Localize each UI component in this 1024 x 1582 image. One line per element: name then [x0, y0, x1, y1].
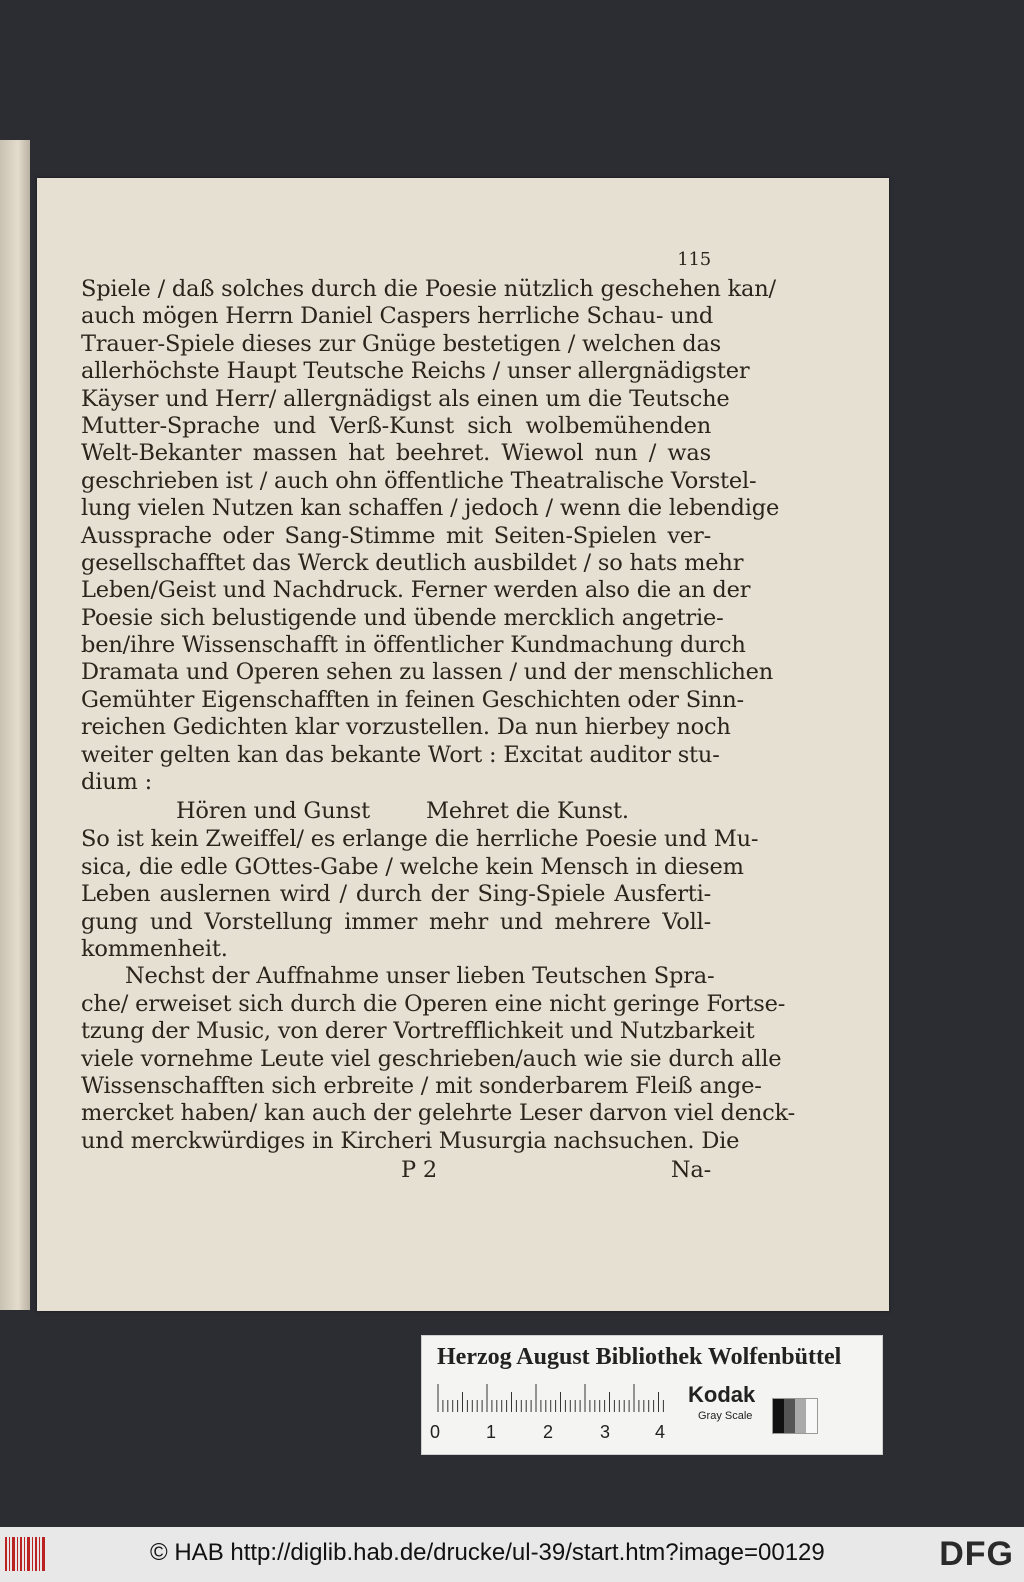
- paragraph-2: [81, 826, 759, 936]
- page-text: [81, 249, 795, 1185]
- text-line: tzung der Music, von derer Vortrefflichkeit und Nutzbarkeit: [81, 1018, 755, 1045]
- gray-scale-label: Gray Scale: [698, 1410, 753, 1422]
- color-target-card: [421, 1335, 883, 1455]
- ruler-number: 1: [486, 1422, 497, 1442]
- text-line: Poesie sich belustigende und übende mercklich angetrie-: [81, 604, 724, 631]
- paragraph-3: [81, 990, 795, 1155]
- library-name: Herzog August Bibliothek Wolfenbüttel: [437, 1344, 842, 1370]
- text-line: Gemühter Eigenschafften in feinen Geschichten oder Sinn-: [81, 686, 744, 713]
- ruler-number: 2: [543, 1422, 554, 1442]
- page-number: 115: [677, 249, 711, 270]
- paragraph-3-first-line: Nechst der Auffnahme unser lieben Teutschen Spra-: [125, 963, 715, 990]
- text-line: geschrieben ist / auch ohn öffentliche Theatralische Vorstel-: [81, 467, 757, 494]
- dfg-logo: DFG: [939, 1535, 1014, 1573]
- text-line: ben/ihre Wissenschafft in öffentlicher Kundmachung durch: [81, 632, 746, 659]
- text-line: dium :: [81, 769, 152, 796]
- text-line: sica, die edle GOttes-Gabe / welche kein Mensch in diesem: [81, 853, 744, 880]
- verse-line: [81, 796, 711, 826]
- text-line: viele vornehme Leute viel geschrieben/auch wie sie durch alle: [81, 1045, 782, 1072]
- paragraph-1: [81, 276, 780, 769]
- ruler-number: 0: [430, 1422, 441, 1442]
- gray-scale-swatch: [772, 1398, 818, 1434]
- text-line: Dramata und Operen sehen zu lassen / und der menschlichen: [81, 659, 774, 686]
- ruler-scale: [434, 1382, 674, 1412]
- text-line: allerhöchste Haupt Teutsche Reichs / unser allergnädigster: [81, 358, 750, 385]
- text-line: mercket haben/ kan auch der gelehrte Leser darvon viel denck-: [81, 1100, 795, 1127]
- text-line: Käyser und Herr/ allergnädigst als einen um die Teutsche: [81, 385, 730, 412]
- footer-bar: [0, 1527, 1024, 1582]
- text-line: Leben/Geist und Nachdruck. Ferner werden also die an der: [81, 577, 751, 604]
- ruler-number: 4: [655, 1422, 666, 1442]
- text-line: Wissenschafften sich erbreite / mit sonderbarem Fleiß ange-: [81, 1072, 762, 1099]
- signature-mark: P 2: [401, 1157, 438, 1184]
- text-line: auch mögen Herrn Daniel Caspers herrliche Schau- und: [81, 303, 714, 330]
- text-line: lung vielen Nutzen kan schaffen / jedoch / wenn die lebendige: [81, 495, 780, 522]
- text-line: weiter gelten kan das bekante Wort : Excitat auditor stu-: [81, 741, 720, 768]
- text-line: Spiele / daß solches durch die Poesie nützlich geschehen kan/: [81, 276, 776, 302]
- kodak-logo: Kodak: [688, 1382, 756, 1407]
- text-line: Leben auslernen wird / durch der Sing-Spiele Ausferti-: [81, 881, 711, 908]
- text-line: Mutter-Sprache und Verß-Kunst sich wolbemühenden: [81, 412, 711, 439]
- text-line: gung und Vorstellung immer mehr und mehrere Voll-: [81, 908, 711, 935]
- ruler-number: 3: [600, 1422, 611, 1442]
- page-footer: [81, 1155, 711, 1185]
- verse-right: Mehret die Kunst.: [426, 798, 629, 825]
- text-line: Trauer-Spiele dieses zur Gnüge bestetigen / welchen das: [81, 330, 722, 357]
- text-line: reichen Gedichten klar vorzustellen. Da nun hierbey noch: [81, 714, 731, 741]
- barcode-icon: [4, 1535, 48, 1573]
- catchword: Na-: [670, 1157, 711, 1184]
- text-line: So ist kein Zweiffel/ es erlange die herrliche Poesie und Mu-: [81, 826, 759, 853]
- text-line: und merckwürdiges in Kircheri Musurgia nachsuchen. Die: [81, 1127, 740, 1154]
- book-page-edge: [0, 140, 30, 1310]
- verse-left: Hören und Gunst: [176, 798, 370, 825]
- text-line: che/ erweiset sich durch die Operen eine nicht geringe Fortse-: [81, 990, 786, 1017]
- text-line: Welt-Bekanter massen hat beehret. Wiewol nun / was: [81, 440, 711, 467]
- text-line: kommenheit.: [81, 935, 228, 962]
- source-link[interactable]: © HAB http://diglib.hab.de/drucke/ul-39/start.htm?image=00129: [150, 1539, 825, 1566]
- text-line: gesellschafftet das Werck deutlich ausbildet / so hats mehr: [81, 549, 744, 576]
- text-line: Aussprache oder Sang-Stimme mit Seiten-Spielen ver-: [81, 522, 711, 549]
